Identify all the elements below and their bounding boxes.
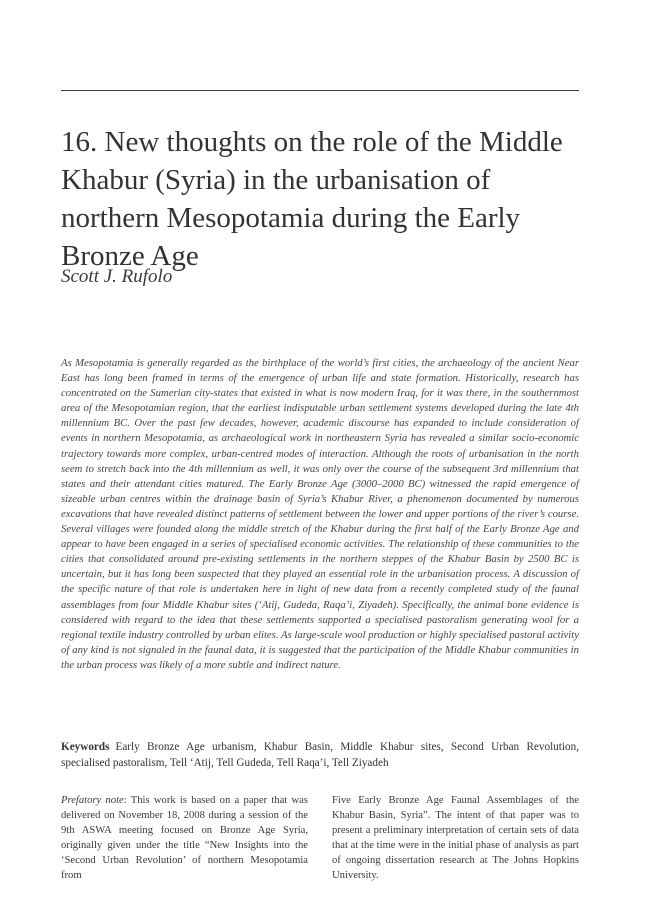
header-rule [61,90,579,91]
abstract-paragraph: As Mesopotamia is generally regarded as the birthplace of the world’s first cities, the archaeology of the ancient Near East has long been framed in terms of the emergence of urban life and state formation. Historically, research has concentrated on the Sumerian city-states that existed in what is now modern Iraq, for it was there, in the southernmost area of the Mesopotamian region, that the earliest indisputable urban settlement systems developed during the late 4th millennium BC. Over the past few decades, however, academic discourse has expanded to include consideration of events in northern Mesopotamia, as archaeological work in northeastern Syria has revealed a similar socio-economic trajectory towards more complex, urban-centred modes of interaction. Although the roots of urbanisation in the north seem to stretch back into the 4th millennium as well, it was only over the course of the subsequent 3rd millennium that states and their attendant cities matured. The Early Bronze Age (3000–2000 BC) witnessed the rapid emergence of sizeable urban centres within the drainage basin of Syria’s Khabur River, a phenomenon documented by numerous excavations that have revealed distinct patterns of settlement between the lower and upper portions of the river’s course. Several villages were founded along the middle stretch of the Khabur during the first half of the Early Bronze Age and appear to have been engaged in a series of specialised economic activities. The relationship of these communities to the cities that consolidated around pre-existing settlements in the northern steppes of the Khabur Basin by 2500 BC is uncertain, but it has long been suspected that they played an essential role in the urbanisation process. A discussion of the specific nature of that role is undertaken here in light of new data from a recently completed study of the faunal assemblages from four Middle Khabur sites (‘Atij, Gudeda, Raqa’i, Ziyadeh). Specifically, the animal bone evidence is considered with regard to the idea that these settlements supported a specialised pastoralism generating wool for a regional textile industry controlled by urban elites. As large-scale wool production or highly specialised pastoral activity of any kind is not signaled in the faunal data, it is suggested that the participation of the Middle Khabur communities in the urban process was likely of a more subtle and indirect nature. [61,357,579,671]
keywords-text: Early Bronze Age urbanism, Khabur Basin, Middle Khabur sites, Second Urban Revolution, specialised pastoralism, Tell ‘Atij, Tell Gudeda, Tell Raqa’i, Tell Ziyadeh [61,741,579,769]
prefatory-note-left-text: : This work is based on a paper that was delivered on November 18, 2008 during a session of the 9th ASWA meeting focused on Bronze Age Syria, originally given under the title “New Insights into the ‘Second Urban Revolution’ of northern Mesopotamia from [61,795,308,882]
prefatory-note-right-column: Five Early Bronze Age Faunal Assemblages of the Khabur Basin, Syria”. The intent of that paper was to present a preliminary interpretation of certain sets of data that at the time were in the initial phase of analysis as part of ongoing dissertation research at The Johns Hopkins University. [332,795,579,882]
keywords-paragraph [61,740,579,771]
prefatory-note-left-column [61,793,308,884]
author-name: Scott J. Rufolo [61,266,173,287]
keywords-label: Keywords [61,741,110,753]
chapter-title: 16. New thoughts on the role of the Middle Khabur (Syria) in the urbanisation of northern Mesopotamia during the Early Bronze Age [61,126,563,272]
prefatory-note-label: Prefatory note [61,795,124,806]
